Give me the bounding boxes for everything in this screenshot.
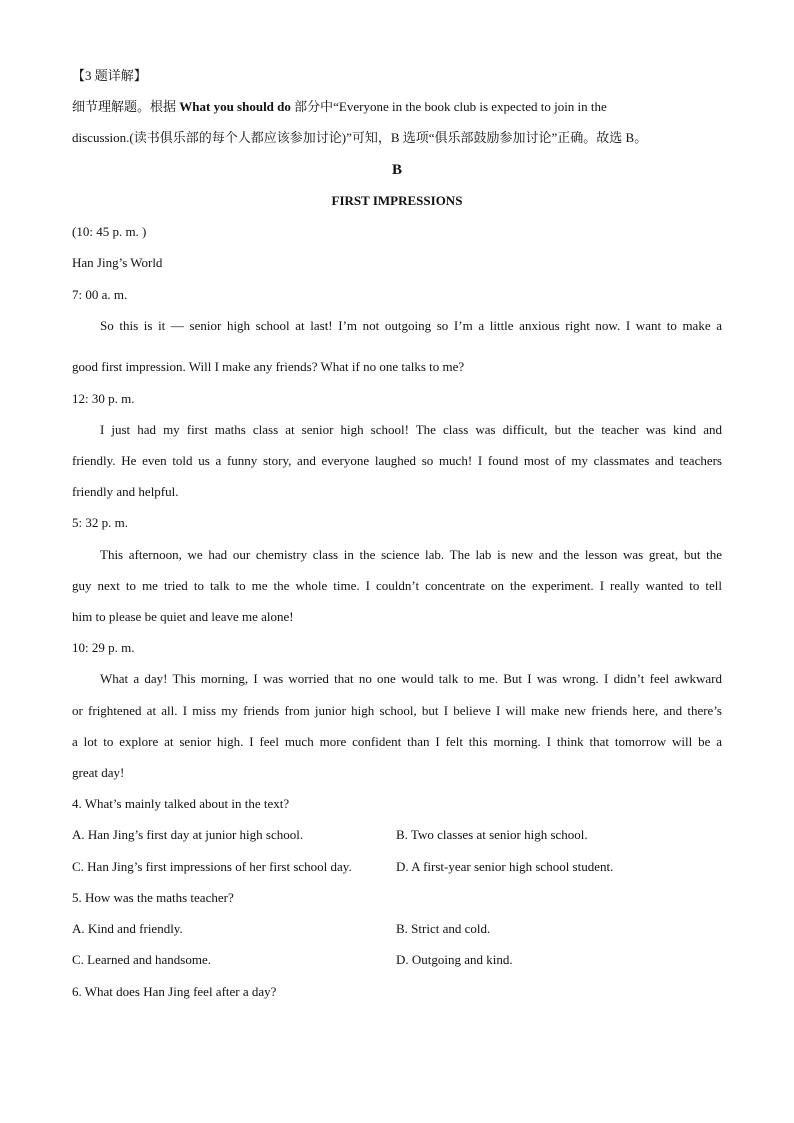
option-b: B. Two classes at senior high school. xyxy=(396,827,588,842)
entry-line: him to please be quiet and leave me alone! xyxy=(72,609,294,624)
explanation-suffix: 部分中“Everyone in the book club is expected to join in the xyxy=(290,99,607,114)
entry-line: friendly. He even told us a funny story, and everyone laughed so much! I found most of my classmates and teachers xyxy=(72,453,722,468)
question-stem: 4. What’s mainly talked about in the text? xyxy=(72,796,290,811)
explanation-prefix: 细节理解题。根据 xyxy=(72,99,180,114)
entry-line: What a day! This morning, I was worried that no one would talk to me. But I was wrong. I didn’t feel awkward xyxy=(100,671,722,686)
entry-line: good first impression. Will I make any friends? What if no one talks to me? xyxy=(72,359,465,374)
section-header: 【3 题详解】 xyxy=(72,68,147,83)
option-a: A. Han Jing’s first day at junior high school. xyxy=(72,827,304,842)
option-a: A. Kind and friendly. xyxy=(72,921,183,936)
explanation-line-1 xyxy=(72,98,722,116)
option-b: B. Strict and cold. xyxy=(396,921,491,936)
explanation-bold: What you should do xyxy=(179,99,291,114)
question-stem: 6. What does Han Jing feel after a day? xyxy=(72,984,277,999)
entry-line: friendly and helpful. xyxy=(72,484,179,499)
option-c: C. Han Jing’s first impressions of her first school day. xyxy=(72,859,352,874)
question-stem: 5. How was the maths teacher? xyxy=(72,890,234,905)
entry-line: a lot to explore at senior high. I feel much more confident than I felt this morning. I think that tomorrow will be a xyxy=(72,734,722,749)
entry-line: This afternoon, we had our chemistry class in the science lab. The lab is new and the lesson was great, but the xyxy=(100,547,722,562)
option-d: D. A first-year senior high school student. xyxy=(396,859,614,874)
explanation-line-2: discussion.(读书俱乐部的每个人都应该参加讨论)”可知，B 选项“俱乐部鼓励参加讨论”正确。故选 B。 xyxy=(72,130,648,145)
entry-time: 5: 32 p. m. xyxy=(72,515,128,530)
option-d: D. Outgoing and kind. xyxy=(396,952,513,967)
entry-line: I just had my first maths class at senior high school! The class was difficult, but the teacher was kind and xyxy=(100,422,722,437)
entry-time: 10: 29 p. m. xyxy=(72,640,135,655)
entry-line: or frightened at all. I miss my friends from junior high school, but I believe I will make new friends here, and there’s xyxy=(72,703,722,718)
passage-title: FIRST IMPRESSIONS xyxy=(331,193,463,208)
diary-time-header: (10: 45 p. m. ) xyxy=(72,224,147,239)
entry-line: So this is it — senior high school at last! I’m not outgoing so I’m a little anxious right now. I want to make a xyxy=(100,318,722,333)
entry-time: 12: 30 p. m. xyxy=(72,391,135,406)
diary-name: Han Jing’s World xyxy=(72,255,163,270)
option-c: C. Learned and handsome. xyxy=(72,952,211,967)
entry-line: great day! xyxy=(72,765,125,780)
entry-time: 7: 00 a. m. xyxy=(72,287,128,302)
passage-letter: B xyxy=(391,162,402,178)
entry-line: guy next to me tried to talk to me the whole time. I couldn’t concentrate on the experiment. I really wanted to tell xyxy=(72,578,722,593)
